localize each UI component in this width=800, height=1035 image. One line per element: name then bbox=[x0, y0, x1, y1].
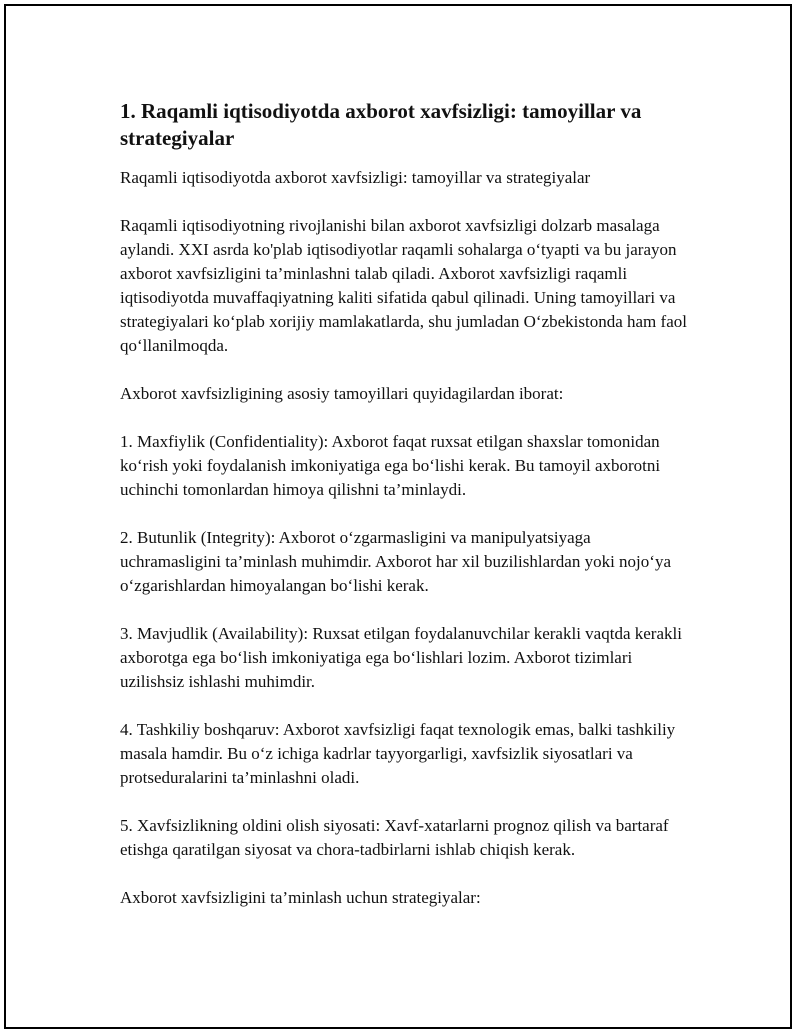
principle-organizational-paragraph: 4. Tashkiliy boshqaruv: Axborot xavfsizligi faqat texnologik emas, balki tashkiliy masala hamdir. Bu o‘z ichiga kadrlar tayyorgarligi, xavfsizlik siyosatlari va protseduralarini ta’minlashni oladi. bbox=[120, 720, 676, 787]
document-body bbox=[120, 98, 694, 934]
document-title: 1. Raqamli iqtisodiyotda axborot xavfsizligi: tamoyillar va strategiyalar bbox=[120, 99, 642, 150]
principle-prevention-paragraph: 5. Xavfsizlikning oldini olish siyosati: Xavf-xatarlarni prognoz qilish va bartaraf etishga qaratilgan siyosat va chora-tadbirlarni ishlab chiqish kerak. bbox=[120, 816, 669, 859]
page-frame bbox=[4, 4, 792, 1029]
principles-heading-paragraph: Axborot xavfsizligining asosiy tamoyillari quyidagilardan iborat: bbox=[120, 384, 564, 403]
intro-paragraph: Raqamli iqtisodiyotning rivojlanishi bilan axborot xavfsizligi dolzarb masalaga aylandi. XXI asrda ko'plab iqtisodiyotlar raqamli sohalarga o‘tyapti va bu jarayon axborot xavfsizligini ta’minlashni talab qiladi. Axborot xavfsizligi raqamli iqtisodiyotda muvaffaqiyatning kaliti sifatida qabul qilinadi. Uning tamoyillari va strategiyalari ko‘plab xorijiy mamlakatlarda, shu jumladan O‘zbekistonda ham faol qo‘llanilmoqda. bbox=[120, 216, 687, 355]
principle-integrity-paragraph: 2. Butunlik (Integrity): Axborot o‘zgarmasligini va manipulyatsiyaga uchramasligini ta’minlash muhimdir. Axborot har xil buzilishlardan yoki nojo‘ya o‘zgarishlardan himoyalangan bo‘lishi kerak. bbox=[120, 528, 671, 595]
principle-confidentiality-paragraph: 1. Maxfiylik (Confidentiality): Axborot faqat ruxsat etilgan shaxslar tomonidan ko‘rish yoki foydalanish imkoniyatiga ega bo‘lishi kerak. Bu tamoyil axborotni uchinchi tomonlardan himoya qilishni ta’minlaydi. bbox=[120, 432, 661, 499]
strategies-heading-paragraph: Axborot xavfsizligini ta’minlash uchun strategiyalar: bbox=[120, 888, 481, 907]
principle-availability-paragraph: 3. Mavjudlik (Availability): Ruxsat etilgan foydalanuvchilar kerakli vaqtda kerakli axborotga ega bo‘lish imkoniyatiga ega bo‘lishlari lozim. Axborot tizimlari uzilishsiz ishlashi muhimdir. bbox=[120, 624, 682, 691]
subtitle-paragraph: Raqamli iqtisodiyotda axborot xavfsizligi: tamoyillar va strategiyalar bbox=[120, 168, 591, 187]
